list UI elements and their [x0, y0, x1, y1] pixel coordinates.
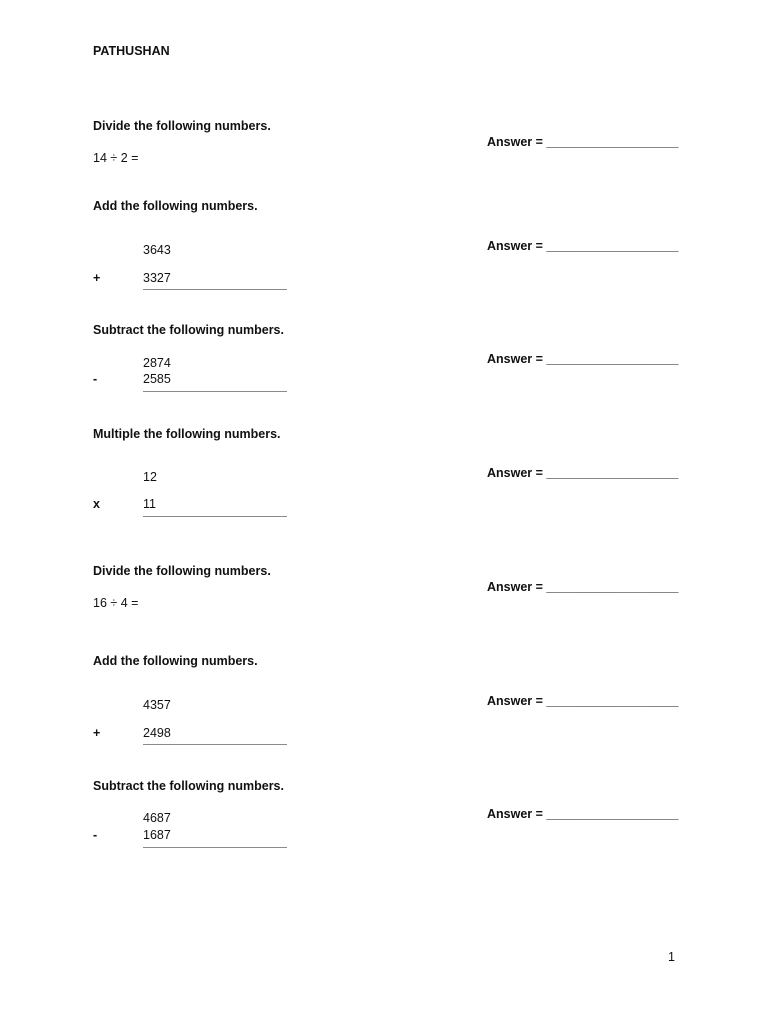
bottom-operand: 3327	[143, 271, 171, 285]
operator-symbol: +	[93, 726, 101, 740]
answer-line[interactable]: Answer = ___________________	[487, 580, 679, 594]
instruction: Divide the following numbers.	[93, 119, 271, 133]
difference-underline	[143, 391, 287, 392]
instruction: Subtract the following numbers.	[93, 323, 284, 337]
expression: 16 ÷ 4 =	[93, 596, 139, 610]
top-operand: 4357	[143, 698, 171, 712]
top-operand: 12	[143, 470, 157, 484]
difference-underline	[143, 847, 287, 848]
top-operand: 2874	[143, 356, 171, 370]
answer-line[interactable]: Answer = ___________________	[487, 352, 679, 366]
page-number: 1	[668, 950, 675, 964]
bottom-operand: 11	[143, 497, 156, 511]
instruction: Multiple the following numbers.	[93, 427, 281, 441]
answer-line[interactable]: Answer = ___________________	[487, 239, 679, 253]
operator-symbol: +	[93, 271, 101, 285]
answer-line[interactable]: Answer = ___________________	[487, 694, 679, 708]
answer-line[interactable]: Answer = ___________________	[487, 807, 679, 821]
bottom-operand: 1687	[143, 828, 171, 842]
operator-symbol: -	[93, 372, 98, 386]
instruction: Add the following numbers.	[93, 654, 258, 668]
operator-symbol: -	[93, 828, 98, 842]
instruction: Add the following numbers.	[93, 199, 258, 213]
top-operand: 4687	[143, 811, 171, 825]
answer-line[interactable]: Answer = ___________________	[487, 135, 679, 149]
bottom-operand: 2498	[143, 726, 171, 740]
bottom-operand: 2585	[143, 372, 171, 386]
answer-line[interactable]: Answer = ___________________	[487, 466, 679, 480]
product-underline	[143, 516, 287, 517]
operator-symbol: x	[93, 497, 100, 511]
top-operand: 3643	[143, 243, 171, 257]
expression: 14 ÷ 2 =	[93, 151, 139, 165]
sum-underline	[143, 744, 287, 745]
instruction: Divide the following numbers.	[93, 564, 271, 578]
student-name: PATHUSHAN	[93, 44, 170, 58]
sum-underline	[143, 289, 287, 290]
instruction: Subtract the following numbers.	[93, 779, 284, 793]
